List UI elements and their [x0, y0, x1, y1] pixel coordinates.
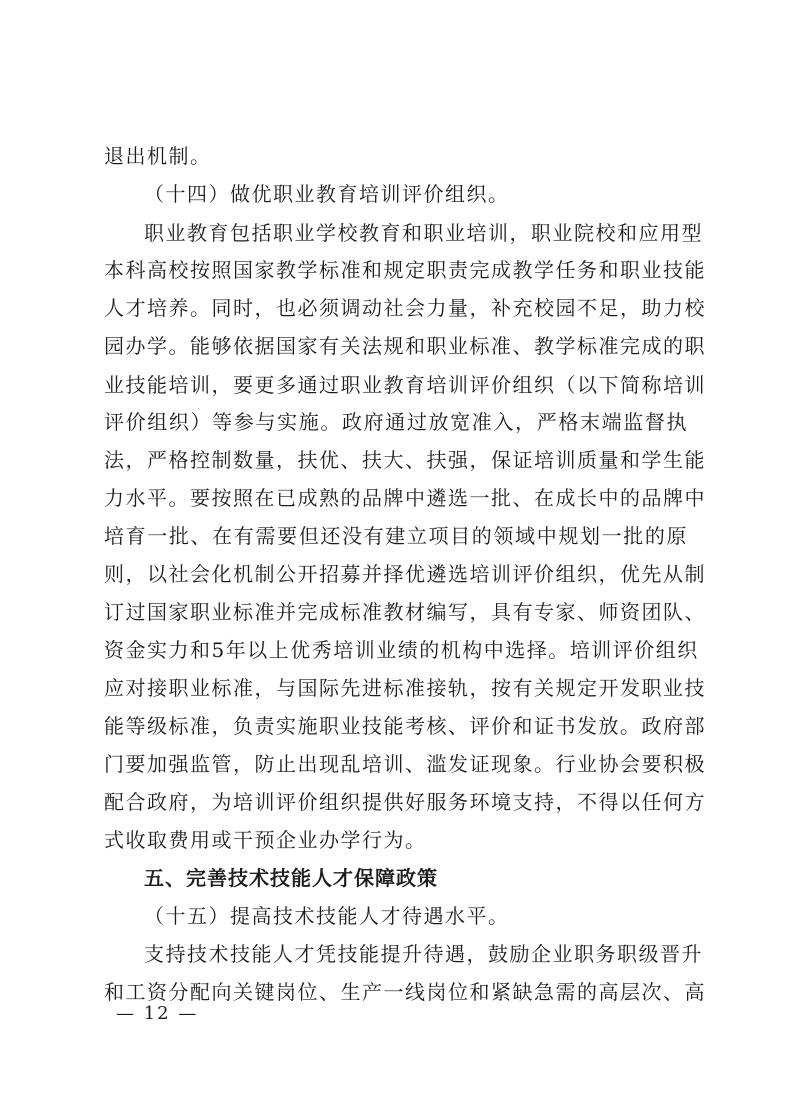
text-line: 退出机制。	[104, 144, 212, 168]
paragraph-line: 法，严格控制数量，扶优、扶大、扶强，保证培训质量和学生能	[104, 448, 706, 472]
page-number: — 12 —	[116, 1003, 199, 1024]
paragraph-line: 资金实力和5年以上优秀培训业绩的机构中选择。培训评价组织	[104, 638, 699, 662]
paragraph-line: 配合政府，为培训评价组织提供好服务环境支持，不得以任何方	[104, 790, 706, 814]
paragraph-line: 业技能培训，要更多通过职业教育培训评价组织（以下简称培训	[104, 373, 706, 397]
chapter-heading-5: 五、完善技术技能人才保障政策	[144, 866, 438, 890]
paragraph-line: 本科高校按照国家教学标准和规定职责完成教学任务和职业技能	[104, 258, 706, 282]
paragraph-line: 和工资分配向关键岗位、生产一线岗位和紧缺急需的高层次、高	[104, 980, 706, 1004]
paragraph-line: 职业教育包括职业学校教育和职业培训，职业院校和应用型	[144, 221, 703, 245]
section-heading-14: （十四）做优职业教育培训评价组织。	[144, 182, 510, 206]
paragraph-line: 园办学。能够依据国家有关法规和职业标准、教学标准完成的职	[104, 334, 706, 358]
paragraph-line: 人才培养。同时，也必须调动社会力量，补充校园不足，助力校	[104, 296, 706, 320]
paragraph-line: 应对接职业标准，与国际先进标准接轨，按有关规定开发职业技	[104, 676, 706, 700]
paragraph-line: 支持技术技能人才凭技能提升待遇，鼓励企业职务职级晋升	[144, 942, 703, 966]
paragraph-line: 力水平。要按照在已成熟的品牌中遴选一批、在成长中的品牌中	[104, 486, 706, 510]
paragraph-line: 则，以社会化机制公开招募并择优遴选培训评价组织，优先从制	[104, 562, 706, 586]
paragraph-line: 式收取费用或干预企业办学行为。	[104, 828, 427, 852]
paragraph-line: 评价组织）等参与实施。政府通过放宽准入，严格末端监督执	[104, 410, 688, 434]
paragraph-line: 门要加强监管，防止出现乱培训、滥发证现象。行业协会要积极	[104, 752, 706, 776]
paragraph-line: 订过国家职业标准并完成标准教材编写，具有专家、师资团队、	[104, 600, 706, 624]
section-heading-15: （十五）提高技术技能人才待遇水平。	[144, 904, 510, 928]
paragraph-line: 能等级标准，负责实施职业技能考核、评价和证书发放。政府部	[104, 714, 706, 738]
paragraph-line: 培育一批、在有需要但还没有建立项目的领域中规划一批的原	[104, 524, 688, 548]
